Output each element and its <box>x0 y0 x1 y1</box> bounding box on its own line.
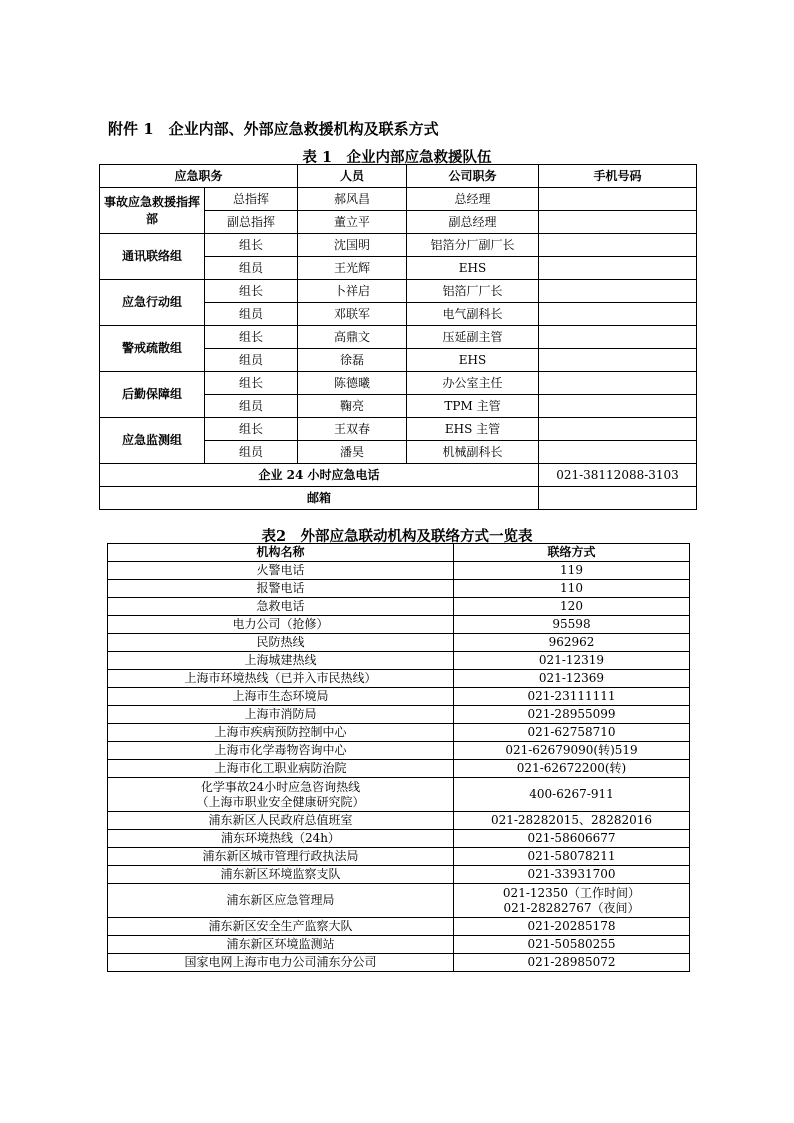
team-phone <box>539 349 697 372</box>
agency-row <box>108 830 690 848</box>
team-company-title: 铝箔厂厂长 <box>407 280 539 303</box>
team-phone <box>539 188 697 211</box>
agency-contact: 021-58078211 <box>454 848 690 866</box>
team-row <box>100 372 697 395</box>
table1-caption: 表 1 企业内部应急救援队伍 <box>302 149 492 166</box>
team-group-name: 应急监测组 <box>100 418 205 464</box>
team-group-name: 警戒疏散组 <box>100 326 205 372</box>
team-person: 王双春 <box>298 418 407 441</box>
table2-header-row <box>108 544 690 562</box>
team-row <box>100 234 697 257</box>
team-row <box>100 280 697 303</box>
agency-name: 上海市疾病预防控制中心 <box>108 724 454 742</box>
agency-name: 民防热线 <box>108 634 454 652</box>
header-emergency-role: 应急职务 <box>100 165 298 188</box>
team-phone <box>539 234 697 257</box>
agency-row <box>108 616 690 634</box>
team-role: 组员 <box>205 395 298 418</box>
agency-name: 上海市环境热线（已并入市民热线） <box>108 670 454 688</box>
team-phone <box>539 372 697 395</box>
agency-row <box>108 760 690 778</box>
hotline-row <box>100 464 697 487</box>
email-row <box>100 487 697 510</box>
team-role: 副总指挥 <box>205 211 298 234</box>
agency-contact: 119 <box>454 562 690 580</box>
agency-name: 浦东新区城市管理行政执法局 <box>108 848 454 866</box>
team-phone <box>539 211 697 234</box>
team-company-title: 机械副科长 <box>407 441 539 464</box>
team-role: 组长 <box>205 234 298 257</box>
agency-row <box>108 634 690 652</box>
team-person: 徐磊 <box>298 349 407 372</box>
header-person: 人员 <box>298 165 407 188</box>
team-role: 组员 <box>205 441 298 464</box>
team-phone <box>539 418 697 441</box>
team-person: 沈国明 <box>298 234 407 257</box>
agency-name: 浦东环境热线（24h） <box>108 830 454 848</box>
agency-name: 浦东新区环境监察支队 <box>108 866 454 884</box>
team-person: 高鼎文 <box>298 326 407 349</box>
team-phone <box>539 280 697 303</box>
agency-row <box>108 724 690 742</box>
team-role: 总指挥 <box>205 188 298 211</box>
agency-name: 上海城建热线 <box>108 652 454 670</box>
team-role: 组长 <box>205 418 298 441</box>
agency-contact: 021-62679090(转)519 <box>454 742 690 760</box>
agency-name: 浦东新区环境监测站 <box>108 936 454 954</box>
agency-row <box>108 652 690 670</box>
team-phone <box>539 326 697 349</box>
team-role: 组员 <box>205 257 298 280</box>
agency-contact: 400-6267-911 <box>454 778 690 812</box>
agency-name: 报警电话 <box>108 580 454 598</box>
team-person: 潘昊 <box>298 441 407 464</box>
team-group-name: 后勤保障组 <box>100 372 205 418</box>
team-company-title: 办公室主任 <box>407 372 539 395</box>
agency-contact: 021-28955099 <box>454 706 690 724</box>
agency-name: 浦东新区人民政府总值班室 <box>108 812 454 830</box>
team-company-title: 总经理 <box>407 188 539 211</box>
team-role: 组长 <box>205 326 298 349</box>
team-phone <box>539 303 697 326</box>
agency-contact: 962962 <box>454 634 690 652</box>
agency-row <box>108 778 690 812</box>
agency-row <box>108 918 690 936</box>
agency-row <box>108 598 690 616</box>
header-phone: 手机号码 <box>539 165 697 188</box>
team-person: 卜祥启 <box>298 280 407 303</box>
agency-contact: 021-12369 <box>454 670 690 688</box>
agency-name: 浦东新区应急管理局 <box>108 884 454 918</box>
team-role: 组员 <box>205 303 298 326</box>
team-company-title: 电气副科长 <box>407 303 539 326</box>
header-company-title: 公司职务 <box>407 165 539 188</box>
agency-contact: 021-28282015、28282016 <box>454 812 690 830</box>
agency-contact: 021-23111111 <box>454 688 690 706</box>
page-heading: 附件 1 企业内部、外部应急救援机构及联系方式 <box>108 120 439 138</box>
agency-contact: 021-58606677 <box>454 830 690 848</box>
external-agencies-table <box>107 543 690 972</box>
agency-name: 浦东新区安全生产监察大队 <box>108 918 454 936</box>
team-company-title: 铝箔分厂副厂长 <box>407 234 539 257</box>
team-company-title: 副总经理 <box>407 211 539 234</box>
agency-contact: 95598 <box>454 616 690 634</box>
agency-name: 电力公司（抢修） <box>108 616 454 634</box>
agency-contact: 110 <box>454 580 690 598</box>
internal-rescue-team-table <box>99 164 697 510</box>
team-company-title: EHS <box>407 349 539 372</box>
team-group-name: 通讯联络组 <box>100 234 205 280</box>
team-person: 陈德曦 <box>298 372 407 395</box>
agency-contact: 021-12319 <box>454 652 690 670</box>
agency-row <box>108 954 690 972</box>
agency-row <box>108 936 690 954</box>
agency-name: 化学事故24小时应急咨询热线 （上海市职业安全健康研究院） <box>108 778 454 812</box>
agency-row <box>108 812 690 830</box>
hotline-value: 021-38112088-3103 <box>539 464 697 487</box>
table1-header-row <box>100 165 697 188</box>
agency-row <box>108 884 690 918</box>
agency-row <box>108 706 690 724</box>
team-group-name: 应急行动组 <box>100 280 205 326</box>
agency-row <box>108 580 690 598</box>
team-phone <box>539 257 697 280</box>
team-person: 王光辉 <box>298 257 407 280</box>
agency-contact: 021-12350（工作时间） 021-28282767（夜间） <box>454 884 690 918</box>
agency-row <box>108 866 690 884</box>
team-role: 组长 <box>205 372 298 395</box>
agency-contact: 021-62758710 <box>454 724 690 742</box>
agency-contact: 021-62672200(转) <box>454 760 690 778</box>
agency-contact: 021-50580255 <box>454 936 690 954</box>
team-company-title: 压延副主管 <box>407 326 539 349</box>
email-value <box>539 487 697 510</box>
team-person: 鞠亮 <box>298 395 407 418</box>
agency-contact: 021-28985072 <box>454 954 690 972</box>
agency-name: 上海市消防局 <box>108 706 454 724</box>
team-role: 组员 <box>205 349 298 372</box>
agency-name: 急救电话 <box>108 598 454 616</box>
team-company-title: EHS 主管 <box>407 418 539 441</box>
agency-contact: 021-20285178 <box>454 918 690 936</box>
agency-contact: 120 <box>454 598 690 616</box>
team-person: 郝风昌 <box>298 188 407 211</box>
team-company-title: TPM 主管 <box>407 395 539 418</box>
email-label: 邮箱 <box>100 487 539 510</box>
agency-contact: 021-33931700 <box>454 866 690 884</box>
team-person: 邓联军 <box>298 303 407 326</box>
team-row <box>100 326 697 349</box>
team-role: 组长 <box>205 280 298 303</box>
team-group-name: 事故应急救援指挥部 <box>100 188 205 234</box>
agency-name: 国家电网上海市电力公司浦东分公司 <box>108 954 454 972</box>
agency-row <box>108 848 690 866</box>
header-contact: 联络方式 <box>454 544 690 562</box>
agency-row <box>108 670 690 688</box>
agency-name: 上海市化学毒物咨询中心 <box>108 742 454 760</box>
team-phone <box>539 395 697 418</box>
hotline-label: 企业 24 小时应急电话 <box>100 464 539 487</box>
agency-row <box>108 688 690 706</box>
team-person: 董立平 <box>298 211 407 234</box>
agency-name: 上海市化工职业病防治院 <box>108 760 454 778</box>
table2-caption: 表2 外部应急联动机构及联络方式一览表 <box>261 528 533 545</box>
agency-row <box>108 562 690 580</box>
header-agency-name: 机构名称 <box>108 544 454 562</box>
team-phone <box>539 441 697 464</box>
team-company-title: EHS <box>407 257 539 280</box>
team-row <box>100 418 697 441</box>
team-row <box>100 188 697 211</box>
agency-name: 火警电话 <box>108 562 454 580</box>
agency-name: 上海市生态环境局 <box>108 688 454 706</box>
agency-row <box>108 742 690 760</box>
